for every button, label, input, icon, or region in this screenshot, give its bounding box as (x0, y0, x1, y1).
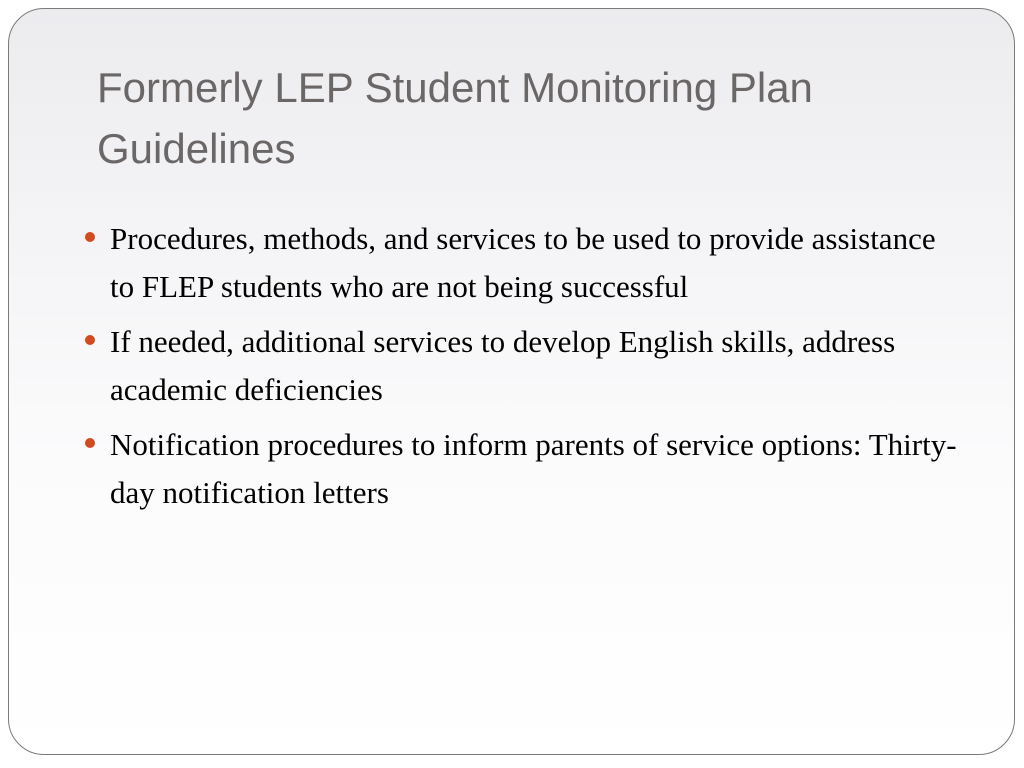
bullet-text: Notification procedures to inform parents of service options: Thirty-day notification letters (110, 427, 957, 510)
bullet-text: Procedures, methods, and services to be used to provide assistance to FLEP students who are not being successful (110, 221, 936, 304)
list-item (82, 318, 962, 414)
bullet-icon (85, 232, 95, 242)
bullet-icon (85, 335, 95, 345)
list-item (82, 215, 962, 311)
slide-frame (8, 8, 1015, 755)
slide-title: Formerly LEP Student Monitoring Plan Guidelines (97, 64, 813, 172)
list-item (82, 421, 962, 517)
bullet-text: If needed, additional services to develop English skills, address academic deficiencies (110, 324, 896, 407)
bullet-icon (85, 438, 95, 448)
bullet-list (82, 215, 962, 524)
